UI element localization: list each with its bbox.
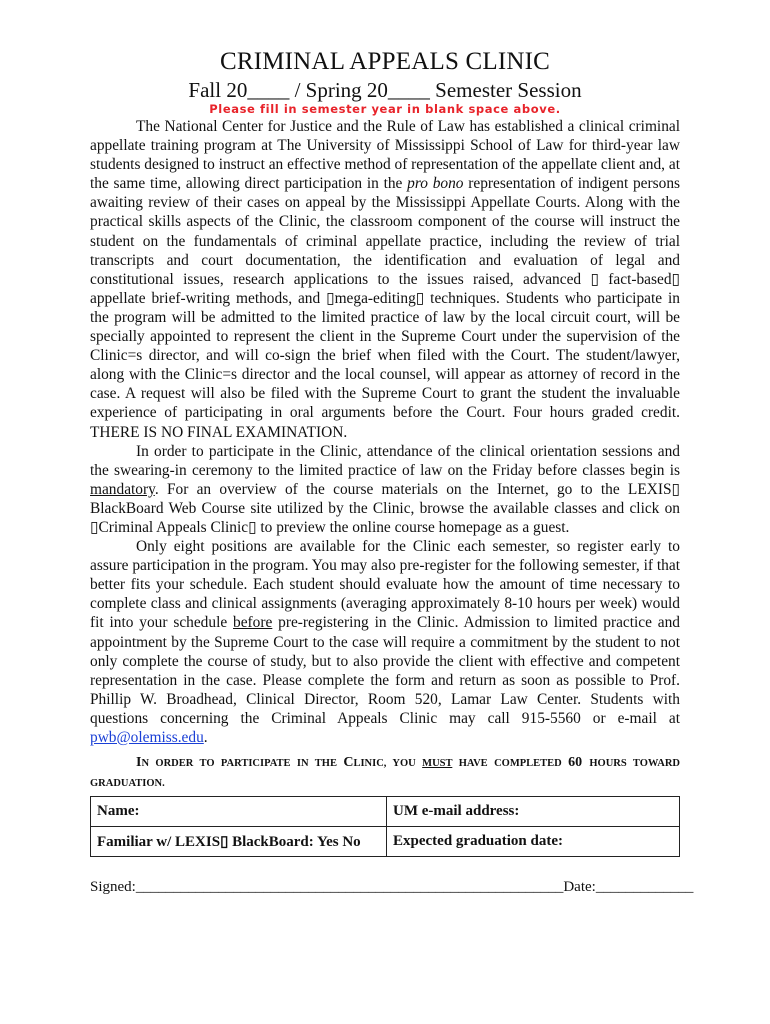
date-field[interactable]: Date:_____________ <box>563 879 694 896</box>
paragraph-program-description: The National Center for Justice and the Rule of Law has established a clinical criminal appellate training program at The University of Mississippi School of Law for third-year law students designed to instruct an effective method of representation of the appellate client and, at the same time, allowing direct participation in the pro bono representation of indigent persons awaiting review of their cases on appeal by the Mississippi Appellate Courts. Along with the practical skills aspects of the Clinic, the classroom component of the course will instruct the student on the fundamentals of criminal appellate practice, including the review of trial transcripts and court documentation, the identification and evaluation of legal and constitutional issues, research applications to the issues raised, advanced ▯ fact-based▯ appellate brief-writing methods, and ▯mega-editing▯ techniques. Students who participate in the program will be admitted to the limited practice of law by the local circuit court, will be specially appointed to represent the client in the Supreme Court under the supervision of the Clinic=s director, and will co-sign the brief when filed with the Court. The student/lawyer, along with the Clinic=s director and the local counsel, will appear as attorney of record in the case. A request will also be filed with the Supreme Court to grant the student the invaluable experience of participating in oral arguments before the Court. Four hours graded credit. THERE IS NO FINAL EXAMINATION. <box>90 118 681 441</box>
graduation-requirement: IN ORDER TO PARTICIPATE IN THE CLINIC, YOU MUST HAVE COMPLETED 60 HOURS TOWARD GRADUATION. <box>90 755 680 790</box>
signed-field[interactable]: Signed:_________________________________________________________ <box>90 879 564 896</box>
signature-line <box>90 879 694 896</box>
before-underlined: before <box>233 614 273 632</box>
lexis-familiarity-field[interactable]: Familiar w/ LEXIS▯ BlackBoard: Yes No <box>91 827 387 857</box>
mandatory-underlined: mandatory <box>90 480 155 498</box>
page-title: CRIMINAL APPEALS CLINIC <box>219 48 551 75</box>
email-link[interactable]: pwb@olemiss.edu <box>90 729 204 746</box>
paragraph-registration: Only eight positions are available for the Clinic each semester, so register early to assure participation in the program. You may also pre-register for the following semester, if that better fits your schedule. Each student should evaluate how the amount of time necessary to complete class and clinical assignments (averaging approximately 8-10 hours per week) would fit into your schedule before pre-registering in the Clinic. Admission to limited practice and appointment by the Supreme Court to the case will require a commitment by the student to not only complete the course of study, but to also provide the client with effective and competent representation in the case. Please complete the form and return as soon as possible to Prof. Phillip W. Broadhead, Clinical Director, Room 520, Lamar Law Center. Students with questions concerning the Criminal Appeals Clinic may call 915-5560 or e-mail at pwb@olemiss.edu. <box>90 538 680 746</box>
semester-subtitle: Fall 20____ / Spring 20____ Semester Session <box>188 78 582 102</box>
email-field[interactable]: UM e-mail address: <box>387 797 680 827</box>
document-page <box>90 48 694 896</box>
body-text <box>90 117 680 747</box>
graduation-date-field[interactable]: Expected graduation date: <box>387 827 680 857</box>
fill-in-note: Please fill in semester year in blank space above. <box>209 102 561 116</box>
paragraph-orientation: In order to participate in the Clinic, attendance of the clinical orientation sessions and the swearing-in ceremony to the limited practice of law on the Friday before classes begin is mandatory. For an overview of the course materials on the Internet, go to the LEXIS▯ BlackBoard Web Course site utilized by the Clinic, browse the available classes and click on ▯Criminal Appeals Clinic▯ to preview the online course homepage as a guest. <box>90 442 680 536</box>
name-field[interactable]: Name: <box>91 797 387 827</box>
student-form-table <box>90 796 680 857</box>
